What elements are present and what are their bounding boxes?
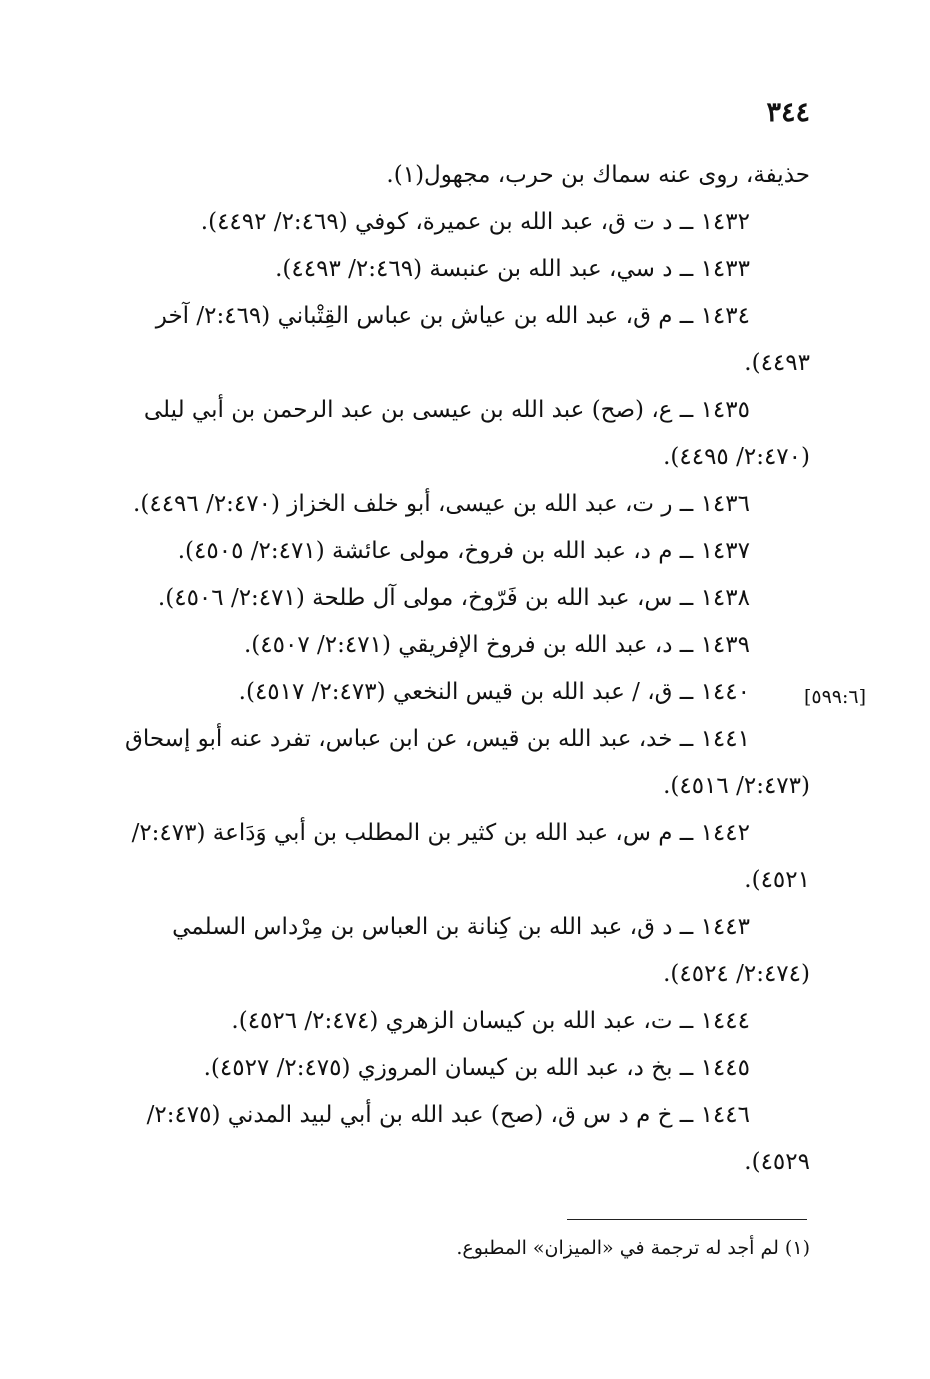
footnote: (١) لم أجد له ترجمة في «الميزان» المطبوع.	[456, 1237, 810, 1259]
entry-line: ١٤٣٤ ــ م ق، عبد الله بن عياش بن عباس القِتْباني (٢:٤٦٩/ آخر	[155, 303, 750, 329]
page-number: ٣٤٤	[766, 97, 810, 128]
entry-line: ١٤٣٩ ــ د، عبد الله بن فروخ الإفريقي (٢:٤٧١/ ٤٥٠٧).	[243, 632, 750, 658]
entry-line: ٤٤٩٣).	[744, 350, 810, 376]
entry-line: ١٤٤٠ ــ ق، / عبد الله بن قيس النخعي (٢:٤٧٣/ ٤٥١٧).	[238, 679, 750, 705]
entry-line: ١٤٣٥ ــ ع، (صح) عبد الله بن عيسى بن عبد الرحمن بن أبي ليلى	[143, 397, 750, 423]
entry-line: ١٤٤٣ ــ د ق، عبد الله بن كِنانة بن العباس بن مِرْداس السلمي	[172, 914, 750, 940]
entry-line: ١٤٣٦ ــ ر ت، عبد الله بن عيسى، أبو خلف الخزاز (٢:٤٧٠/ ٤٤٩٦).	[133, 491, 750, 517]
entry-line: ١٤٣٧ ــ م د، عبد الله بن فروخ، مولى عائشة (٢:٤٧١/ ٤٥٠٥).	[177, 538, 750, 564]
entry-line: ١٤٤٦ ــ خ م د س ق، (صح) عبد الله بن أبي لبيد المدني (٢:٤٧٥/	[146, 1102, 750, 1128]
entry-line: ١٤٣٣ ــ د سي، عبد الله بن عنبسة (٢:٤٦٩/ ٤٤٩٣).	[275, 256, 750, 282]
entry-line: (٢:٤٧٤/ ٤٥٢٤).	[663, 961, 810, 987]
footnote-divider	[567, 1219, 807, 1220]
entries-list	[82, 152, 810, 1186]
entry-line: حذيفة، روى عنه سماك بن حرب، مجهول(١).	[386, 162, 810, 188]
entry-line: ١٤٤٢ ــ م س، عبد الله بن كثير بن المطلب بن أبي وَدَاعة (٢:٤٧٣/	[131, 820, 750, 846]
entry-line: ١٤٣٨ ــ س، عبد الله بن فَرّوخ، مولى آل طلحة (٢:٤٧١/ ٤٥٠٦).	[157, 585, 750, 611]
entry-line: (٢:٤٧٣/ ٤٥١٦).	[663, 773, 810, 799]
entry-line: ٤٥٢١).	[744, 867, 810, 893]
entry-line: (٢:٤٧٠/ ٤٤٩٥).	[663, 444, 810, 470]
entry-line: ٤٥٢٩).	[744, 1149, 810, 1175]
entry-line: ١٤٤٥ ــ بخ د، عبد الله بن كيسان المروزي (٢:٤٧٥/ ٤٥٢٧).	[203, 1055, 750, 1081]
entry-line: ١٤٤٤ ــ ت، عبد الله بن كيسان الزهري (٢:٤٧٤/ ٤٥٢٦).	[231, 1008, 750, 1034]
margin-reference: [٥٩٩:٦]	[803, 686, 867, 708]
entry-line: ١٤٤١ ــ خد، عبد الله بن قيس، عن ابن عباس، تفرد عنه أبو إسحاق	[124, 726, 750, 752]
entry-line: ١٤٣٢ ــ د ت ق، عبد الله بن عميرة، كوفي (٢:٤٦٩/ ٤٤٩٢).	[200, 209, 750, 235]
